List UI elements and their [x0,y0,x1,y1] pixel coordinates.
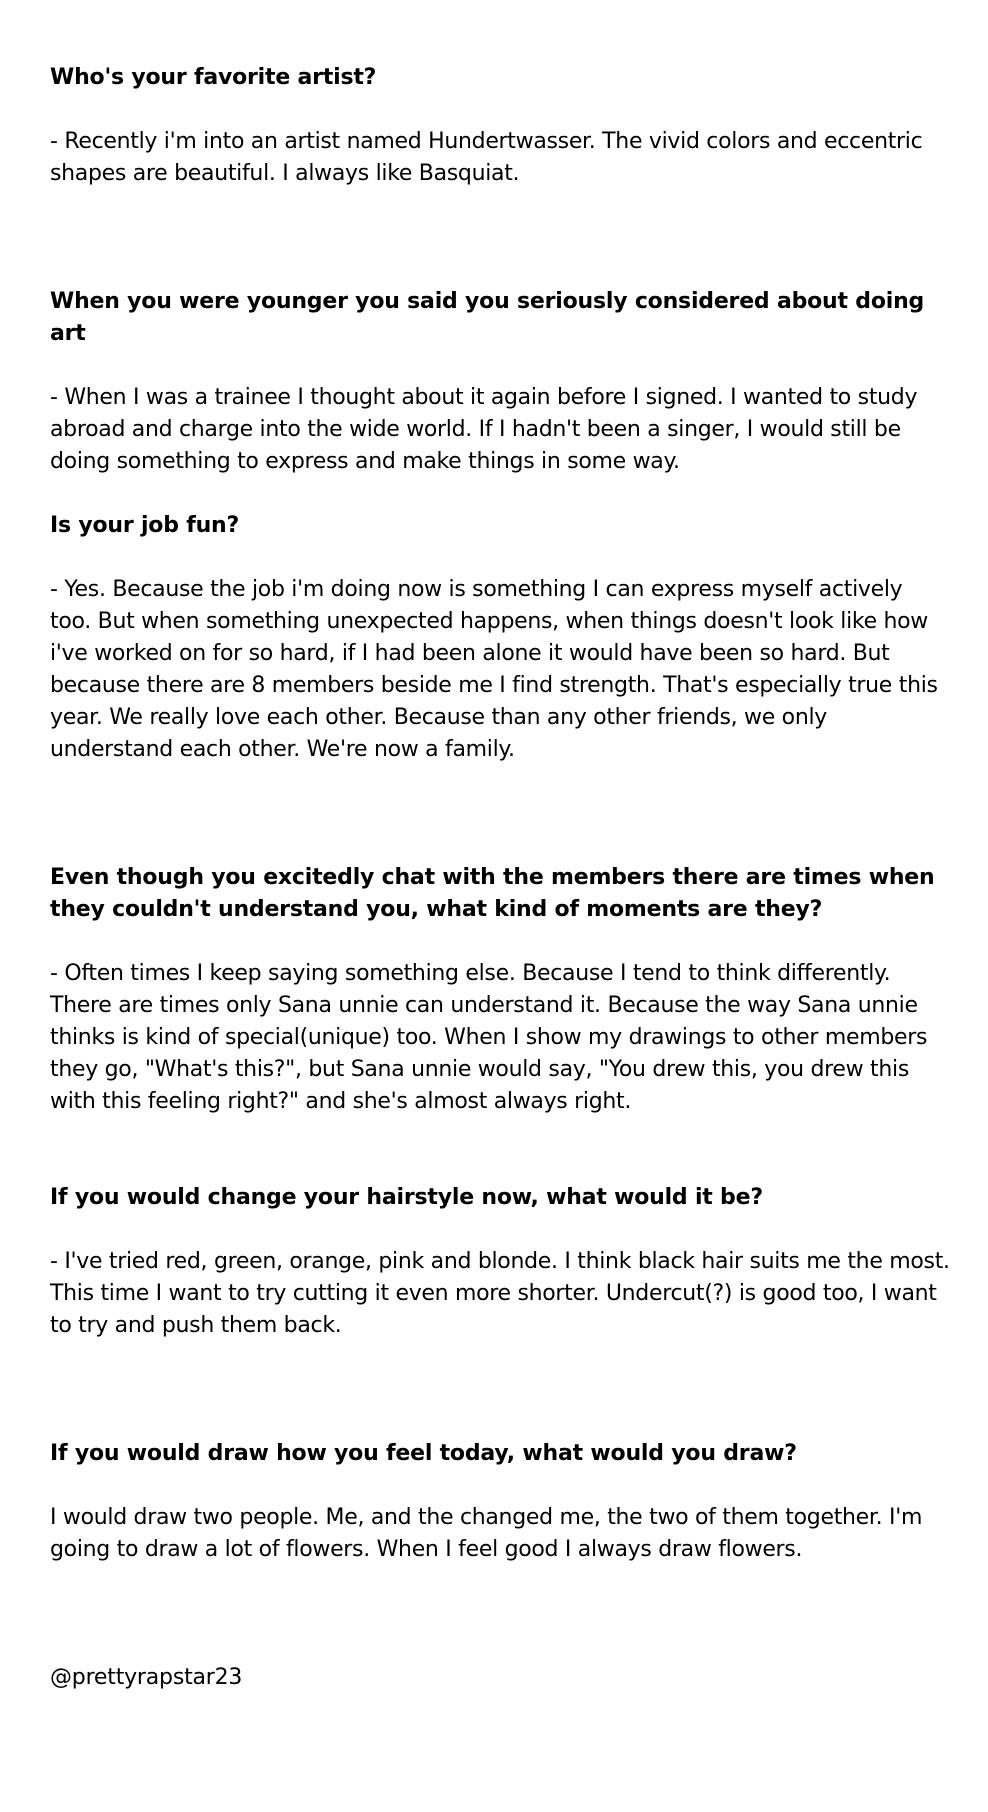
qa-item [50,286,950,478]
question-text: If you would draw how you feel today, what would you draw? [50,1441,797,1466]
answer-text: - Yes. Because the job i'm doing now is something I can express myself actively too. But when something unexpected happens, when things doesn't look like how i've worked on for so hard, if I had been alone it would have been so hard. But because there are 8 members beside me I find strength. That's especially true this year. We really love each other. Because than any other friends, we only understand each other. We're now a family. [50,577,938,762]
question-text: Is your job fun? [50,513,240,538]
qa-item [50,1438,950,1566]
qa-item [50,862,950,1118]
question-text: When you were younger you said you seriously considered about doing art [50,289,925,346]
answer-text: I would draw two people. Me, and the changed me, the two of them together. I'm going to draw a lot of flowers. When I feel good I always draw flowers. [50,1505,923,1562]
answer-text: - I've tried red, green, orange, pink and blonde. I think black hair suits me the most. This time I want to try cutting it even more shorter. Undercut(?) is good too, I want to try and push them back. [50,1249,950,1338]
qa-item [50,1182,950,1342]
answer-text: - Often times I keep saying something else. Because I tend to think differently. There are times only Sana unnie can understand it. Because the way Sana unnie thinks is kind of special(unique) too. When I show my drawings to other members they go, "What's this?", but Sana unnie would say, "You drew this, you drew this with this feeling right?" and she's almost always right. [50,961,928,1114]
question-text: If you would change your hairstyle now, what would it be? [50,1185,763,1210]
answer-text: - Recently i'm into an artist named Hundertwasser. The vivid colors and eccentric shapes are beautiful. I always like Basquiat. [50,129,923,186]
answer-text: - When I was a trainee I thought about it again before I signed. I wanted to study abroad and charge into the wide world. If I hadn't been a singer, I would still be doing something to express and make things in some way. [50,385,918,474]
question-text: Who's your favorite artist? [50,65,377,90]
qa-item [50,510,950,766]
question-text: Even though you excitedly chat with the members there are times when they couldn't understand you, what kind of moments are they? [50,865,935,922]
author-handle: @prettyrapstar23 [50,1665,243,1690]
qa-item [50,62,950,190]
